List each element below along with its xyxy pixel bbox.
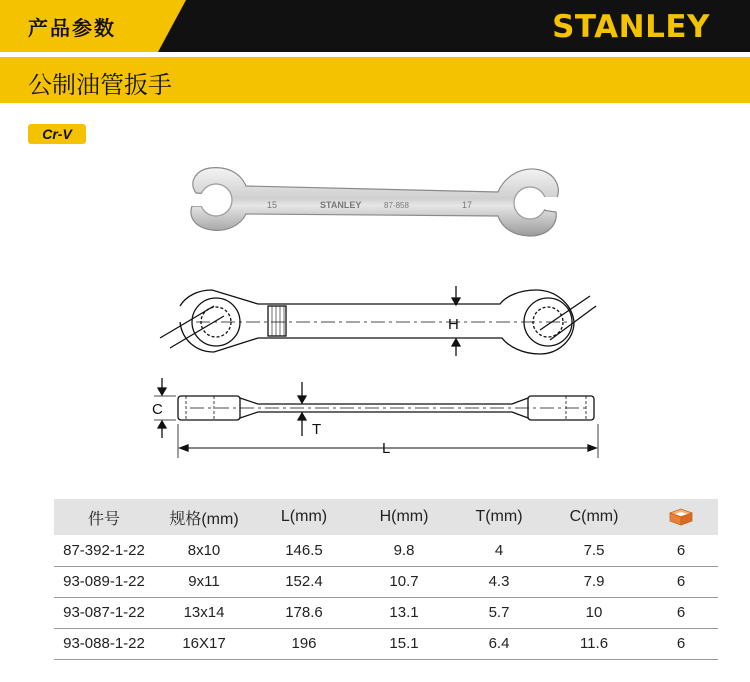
- col-header-size: 规格(mm): [154, 499, 254, 535]
- col-header-height: H(mm): [354, 499, 454, 535]
- table-row: [54, 535, 718, 566]
- table-row: [54, 628, 718, 659]
- cell-length: 146.5: [254, 535, 354, 566]
- table-header-row: [54, 499, 718, 535]
- cell-c: 7.5: [544, 535, 644, 566]
- dimension-l-label: L: [382, 440, 391, 457]
- header-bar: [0, 0, 750, 52]
- cell-part-no: 93-087-1-22: [54, 597, 154, 628]
- engraving-brand: STANLEY: [320, 200, 362, 210]
- product-params-tab: [0, 0, 190, 52]
- engraving-model: 87-858: [384, 201, 409, 210]
- box-icon: [668, 507, 694, 527]
- cell-c: 10: [544, 597, 644, 628]
- cell-part-no: 93-089-1-22: [54, 566, 154, 597]
- table-row: [54, 566, 718, 597]
- title-band: [0, 57, 750, 103]
- material-badge: Cr-V: [28, 124, 86, 144]
- col-header-length: L(mm): [254, 499, 354, 535]
- dimension-h-label: H: [448, 316, 459, 333]
- cell-part-no: 87-392-1-22: [54, 535, 154, 566]
- tab-label: 产品参数: [28, 18, 116, 40]
- cell-height: 10.7: [354, 566, 454, 597]
- brand-logo: STANLEY: [552, 9, 710, 45]
- cell-thickness: 6.4: [454, 628, 544, 659]
- cell-height: 9.8: [354, 535, 454, 566]
- cell-thickness: 5.7: [454, 597, 544, 628]
- engraving-left-size: 15: [267, 200, 278, 210]
- cell-size: 16X17: [154, 628, 254, 659]
- cell-size: 9x11: [154, 566, 254, 597]
- top-view-drawing: [160, 286, 596, 356]
- cell-pack: 6: [644, 597, 718, 628]
- cell-length: 152.4: [254, 566, 354, 597]
- cell-height: 13.1: [354, 597, 454, 628]
- table-row: [54, 597, 718, 628]
- cell-thickness: 4: [454, 535, 544, 566]
- cell-thickness: 4.3: [454, 566, 544, 597]
- cell-size: 13x14: [154, 597, 254, 628]
- cell-pack: 6: [644, 535, 718, 566]
- cell-size: 8x10: [154, 535, 254, 566]
- spec-table: [54, 499, 718, 660]
- wrench-photo: [182, 168, 564, 236]
- cell-c: 11.6: [544, 628, 644, 659]
- col-header-part-no: 件号: [54, 499, 154, 535]
- engraving-right-size: 17: [462, 200, 473, 210]
- cell-height: 15.1: [354, 628, 454, 659]
- product-drawings: [0, 150, 750, 470]
- cell-c: 7.9: [544, 566, 644, 597]
- cell-pack: 6: [644, 628, 718, 659]
- cell-length: 196: [254, 628, 354, 659]
- col-header-c: C(mm): [544, 499, 644, 535]
- col-header-pack: [644, 499, 718, 535]
- cell-length: 178.6: [254, 597, 354, 628]
- cell-pack: 6: [644, 566, 718, 597]
- col-header-thickness: T(mm): [454, 499, 544, 535]
- product-title: 公制油管扳手: [28, 72, 172, 99]
- side-view-drawing: [154, 378, 598, 458]
- dimension-t-label: T: [312, 421, 322, 438]
- dimension-c-label: C: [152, 401, 163, 418]
- cell-part-no: 93-088-1-22: [54, 628, 154, 659]
